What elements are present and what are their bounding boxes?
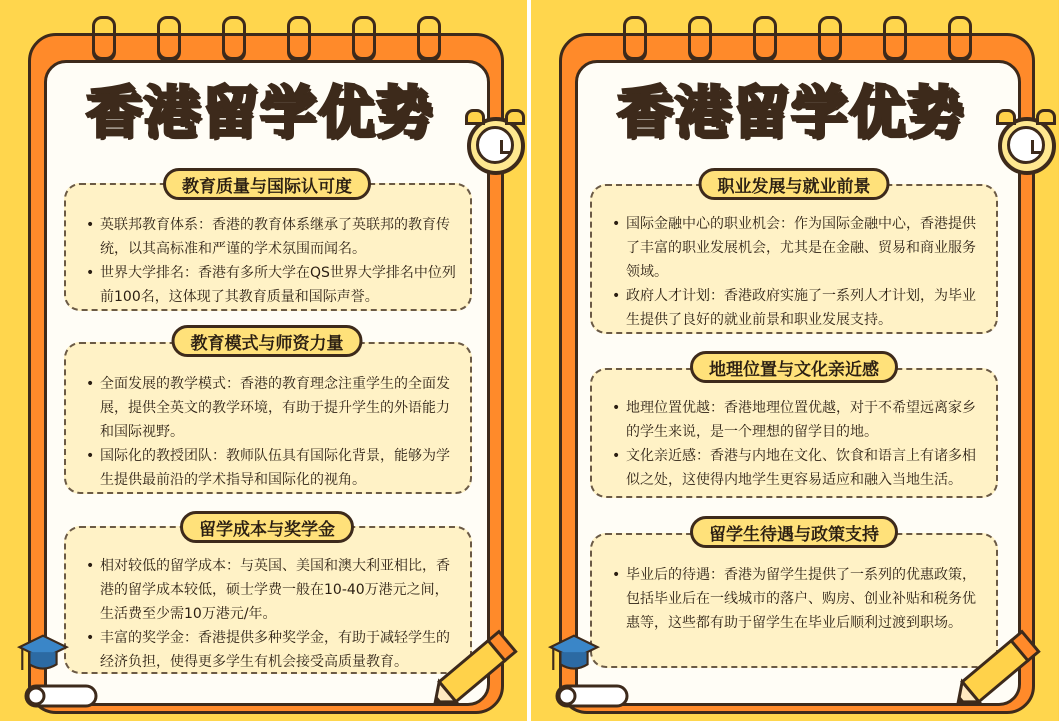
- list-item: • 政府人才计划：香港政府实施了一系列人才计划，为毕业生提供了良好的就业前景和职业发展支持。: [626, 284, 982, 332]
- alarm-clock-icon: [998, 117, 1056, 175]
- graduation-cap-icon: [8, 630, 78, 680]
- list-item: • 相对较低的留学成本：与英国、美国和澳大利亚相比，香港的留学成本较低，硕士学费一般在10-40万港元之间，生活费至少需10万港元/年。: [100, 554, 456, 626]
- section-cost-scholarship: [64, 526, 472, 674]
- diploma-scroll-icon: [553, 676, 633, 716]
- graduation-cap-icon: [539, 630, 609, 680]
- binder-ring-icon: [352, 16, 376, 62]
- list-item: • 国际化的教授团队：教师队伍具有国际化背景，能够为学生提供最前沿的学术指导和国际化的视角。: [100, 444, 456, 492]
- binder-ring-icon: [417, 16, 441, 62]
- binder-ring-icon: [948, 16, 972, 62]
- binder-ring-icon: [883, 16, 907, 62]
- binder-ring-icon: [92, 16, 116, 62]
- section-location-culture: [590, 368, 998, 498]
- section-heading: 职业发展与就业前景: [699, 168, 890, 200]
- alarm-clock-icon: [467, 117, 525, 175]
- diploma-scroll-icon: [22, 676, 102, 716]
- list-item: • 丰富的奖学金：香港提供多种奖学金，有助于减轻学生的经济负担，使得更多学生有机会接受高质量教育。: [100, 626, 456, 674]
- poster-right: [531, 0, 1058, 721]
- section-career: [590, 184, 998, 334]
- list-item: • 毕业后的待遇：香港为留学生提供了一系列的优惠政策，包括毕业后在一线城市的落户、购房、创业补贴和税务优惠等，这些都有助于留学生在毕业后顺利过渡到职场。: [626, 563, 982, 635]
- poster-title: 香港留学优势: [86, 81, 434, 146]
- section-heading: 留学成本与奖学金: [180, 511, 354, 543]
- section-heading: 留学生待遇与政策支持: [690, 516, 898, 548]
- binder-ring-icon: [623, 16, 647, 62]
- list-item: • 英联邦教育体系：香港的教育体系继承了英联邦的教育传统，以其高标准和严谨的学术氛围而闻名。: [100, 213, 456, 261]
- pencil-icon: [420, 620, 530, 720]
- binder-ring-icon: [753, 16, 777, 62]
- section-heading: 教育模式与师资力量: [172, 325, 363, 357]
- binder-ring-icon: [287, 16, 311, 62]
- list-item: • 文化亲近感：香港与内地在文化、饮食和语言上有诸多相似之处，这使得内地学生更容易适应和融入当地生活。: [626, 444, 982, 492]
- list-item: • 世界大学排名：香港有多所大学在QS世界大学排名中位列前100名，这体现了其教育质量和国际声誉。: [100, 261, 456, 309]
- section-heading: 地理位置与文化亲近感: [690, 351, 898, 383]
- pencil-icon: [943, 620, 1053, 720]
- binder-ring-icon: [818, 16, 842, 62]
- binder-ring-icon: [157, 16, 181, 62]
- list-item: • 国际金融中心的职业机会：作为国际金融中心，香港提供了丰富的职业发展机会，尤其是在金融、贸易和商业服务领域。: [626, 212, 982, 284]
- list-item: • 全面发展的教学模式：香港的教育理念注重学生的全面发展，提供全英文的教学环境，有助于提升学生的外语能力和国际视野。: [100, 372, 456, 444]
- section-heading: 教育质量与国际认可度: [163, 168, 371, 200]
- poster-title: 香港留学优势: [617, 81, 965, 146]
- poster-left: [0, 0, 527, 721]
- binder-ring-icon: [222, 16, 246, 62]
- list-item: • 地理位置优越：香港地理位置优越，对于不希望远离家乡的学生来说，是一个理想的留学目的地。: [626, 396, 982, 444]
- binder-ring-icon: [688, 16, 712, 62]
- section-teaching-model: [64, 342, 472, 494]
- section-policy: [590, 533, 998, 668]
